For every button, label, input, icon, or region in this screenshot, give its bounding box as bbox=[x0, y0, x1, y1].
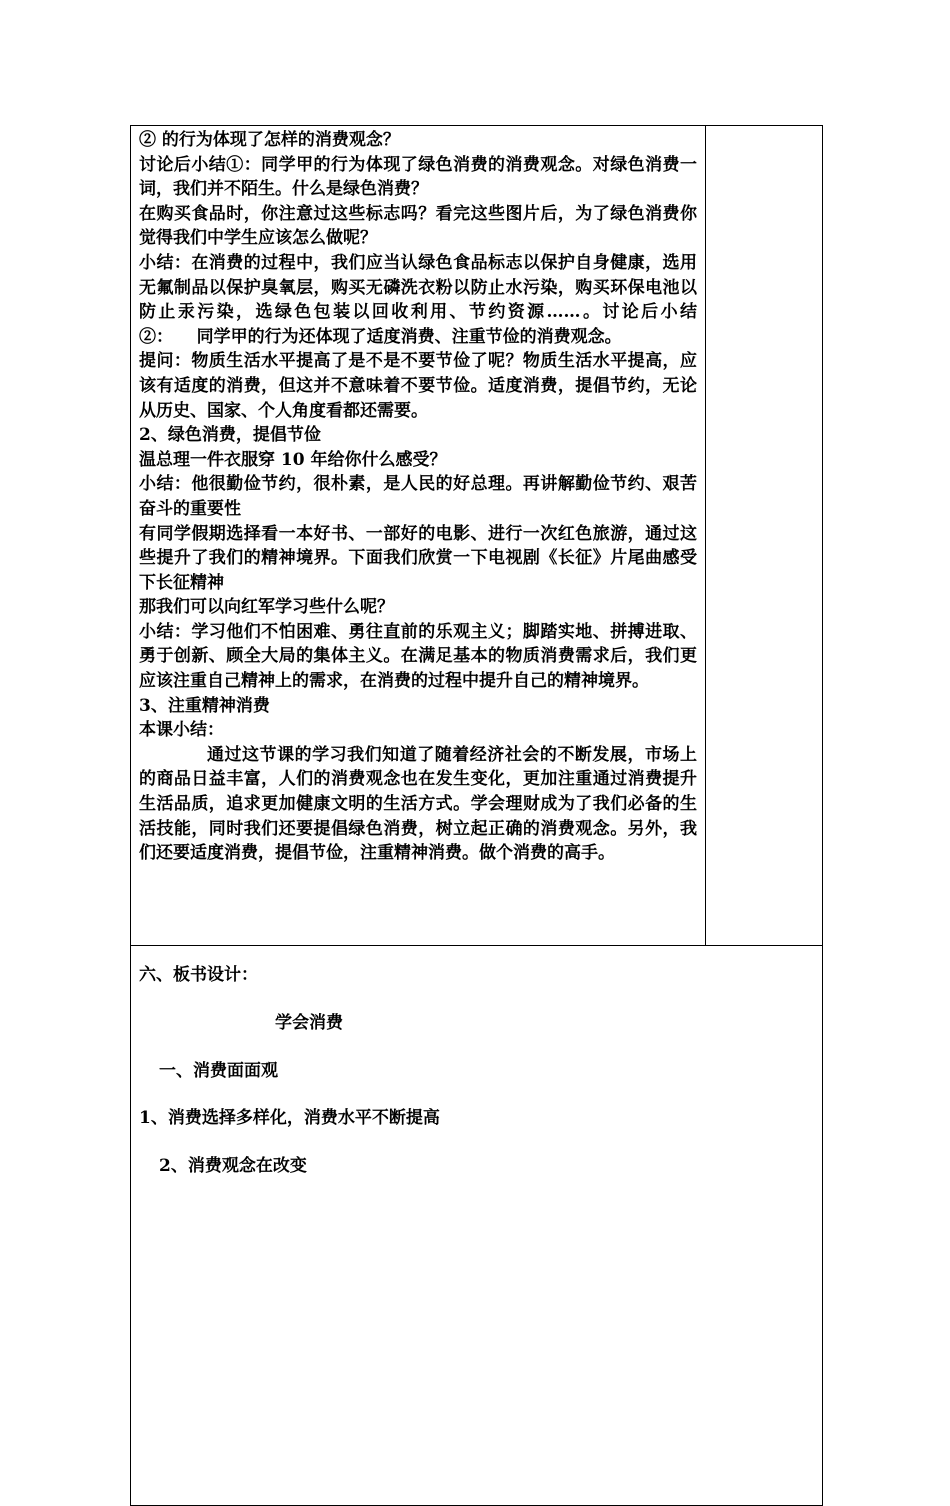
paragraph: 在购买食品时，你注意过这些标志吗？看完这些图片后，为了绿色消费你觉得我们中学生应该怎么做呢？ bbox=[139, 203, 697, 249]
board-item: 2、消费观念在改变 bbox=[159, 1156, 307, 1176]
board-design bbox=[131, 946, 822, 1505]
paragraph: 讨论后小结①：同学甲的行为体现了绿色消费的消费观念。对绿色消费一词，我们并不陌生。什么是绿色消费？ bbox=[139, 154, 697, 200]
summary-heading: 本课小结： bbox=[139, 720, 224, 741]
lesson-plan-table bbox=[130, 125, 823, 1506]
paragraph: 小结：学习他们不怕困难、勇往直前的乐观主义；脚踏实地、拼搏进取、勇于创新、顾全大局的集体主义。在满足基本的物质消费需求后，我们更应该注重自己精神上的需求，在消费的过程中提升自己的精神境界。 bbox=[139, 621, 697, 692]
board-design-row bbox=[131, 946, 823, 1506]
board-design-cell bbox=[131, 946, 823, 1506]
section-heading: 3、注重精神消费 bbox=[139, 695, 270, 716]
paragraph: 温总理一件衣服穿 10 年给你什么感受？ bbox=[139, 449, 447, 470]
board-title: 学会消费 bbox=[275, 1013, 343, 1033]
summary-paragraph: 通过这节课的学习我们知道了随着经济社会的不断发展，市场上的商品日益丰富，人们的消费观念也在发生变化，更加注重通过消费提升生活品质，追求更加健康文明的生活方式。学会理财成为了我们必备的生活技能，同时我们还要提倡绿色消费，树立起正确的消费观念。另外，我们还要适度消费，提倡节俭，注重精神消费。做个消费的高手。 bbox=[139, 744, 697, 864]
paragraph: 有同学假期选择看一本好书、一部好的电影、进行一次红色旅游，通过这些提升了我们的精神境界。下面我们欣赏一下电视剧《长征》片尾曲感受下长征精神 bbox=[139, 523, 697, 593]
notes-cell bbox=[706, 126, 823, 946]
paragraph: 小结：他很勤俭节约，很朴素，是人民的好总理。再讲解勤俭节约、艰苦奋斗的重要性 bbox=[139, 474, 697, 519]
board-section: 一、消费面面观 bbox=[159, 1061, 278, 1081]
paragraph: 小结：在消费的过程中，我们应当认绿色食品标志以保护自身健康，选用无氟制品以保护臭氧层，购买无磷洗衣粉以防止水污染，购买环保电池以防止汞污染，选绿色包装以回收利用、节约资源……。讨论后小结②： 同学甲的行为还体现了适度消费、注重节俭的消费观念。 bbox=[139, 252, 697, 347]
teaching-process-row bbox=[131, 126, 823, 946]
paragraph: ② 的行为体现了怎样的消费观念？ bbox=[139, 130, 400, 150]
paragraph: 那我们可以向红军学习些什么呢？ bbox=[139, 597, 394, 618]
paragraph: 提问：物质生活水平提高了是不是不要节俭了呢？物质生活水平提高，应该有适度的消费，但这并不意味着不要节俭。适度消费，提倡节约，无论从历史、国家、个人角度看都还需要。 bbox=[139, 351, 697, 421]
board-design-heading: 六、板书设计： bbox=[139, 965, 258, 985]
teaching-process-text bbox=[131, 126, 705, 866]
board-item: 1、消费选择多样化，消费水平不断提高 bbox=[139, 1108, 440, 1128]
section-heading: 2、绿色消费，提倡节俭 bbox=[139, 425, 321, 446]
teaching-process-cell bbox=[131, 126, 706, 946]
